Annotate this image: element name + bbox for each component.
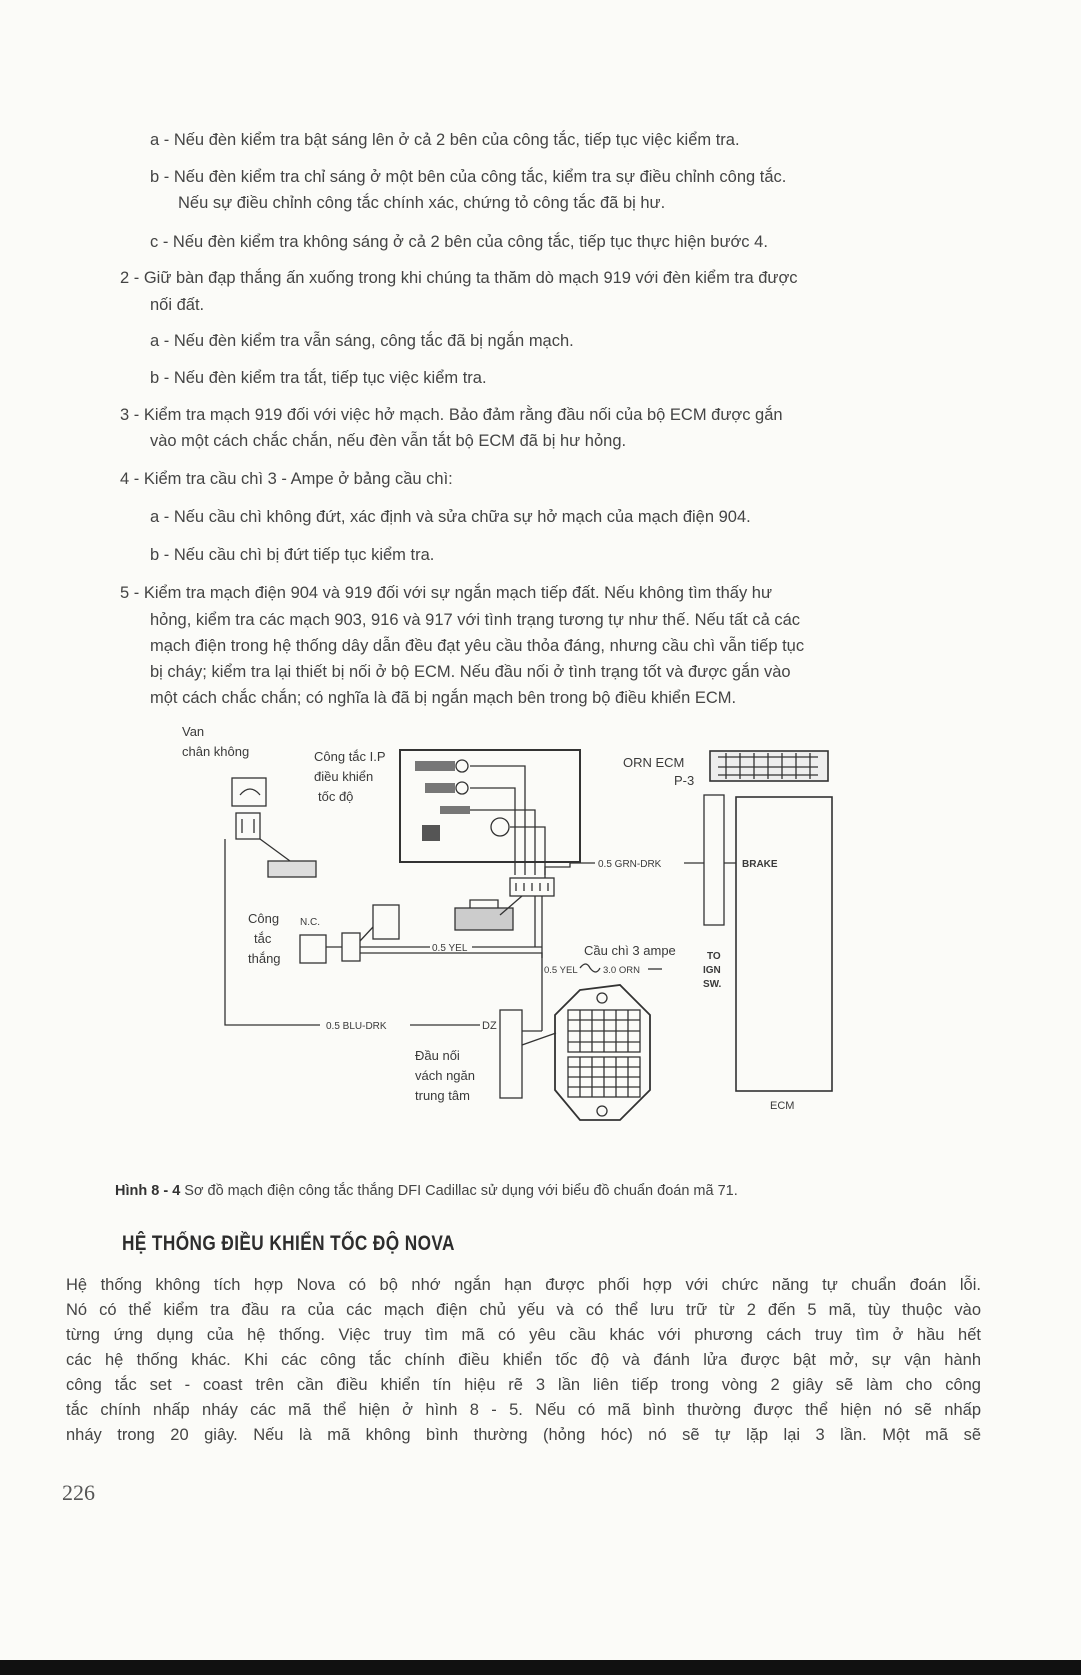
brake-switch-plug bbox=[373, 905, 399, 939]
text-line: nháy trong 20 giây. Nếu là mã không bình thường (hỏng hóc) nó sẽ tự lặp lại 3 lần. Một mã sẽ bbox=[66, 1426, 981, 1444]
figure-caption-label: Hình 8 - 4 bbox=[115, 1183, 181, 1199]
vacuum-valve-label: Van bbox=[182, 724, 205, 739]
text-line: công tắc set - coast trên cần điều khiển tín hiệu rẽ 3 lần liên tiếp trong vòng 2 giây sẽ làm cho công bbox=[66, 1376, 981, 1394]
vacuum-valve-label: chân không bbox=[182, 744, 250, 759]
ecm-label: ECM bbox=[770, 1100, 795, 1112]
yel-wire-label: 0.5 YEL bbox=[544, 965, 578, 976]
bulkhead-label: vách ngăn bbox=[415, 1068, 475, 1083]
page-number: 226 bbox=[62, 1480, 95, 1505]
figure-caption bbox=[115, 1183, 738, 1199]
text-line: từng ứng dụng của hệ thống. Việc truy tìm mã có yêu cầu khác với phương cách truy tìm ở hầu hết bbox=[66, 1326, 981, 1344]
wiring-diagram bbox=[170, 715, 990, 1165]
text-line: Nếu sự điều chỉnh công tắc chính xác, chứng tỏ công tắc đã bị hư. bbox=[178, 194, 666, 212]
vacuum-valve-body bbox=[232, 778, 266, 806]
vacuum-valve-port bbox=[240, 789, 260, 795]
bulkhead-connector bbox=[500, 1010, 522, 1098]
text-line: tắc chính nhấp nháy các mã thể hiện ở hình 8 - 5. Nếu có mã bình thường được thể hiện nó sẽ nhấp bbox=[66, 1401, 981, 1419]
text-line: Nó có thể kiểm tra đầu ra của các mạch điện chủ yếu và có thể lưu trữ từ 2 đến 5 mã, tùy thuộc vào bbox=[66, 1301, 981, 1319]
brake-label: BRAKE bbox=[742, 859, 778, 870]
orn-ecm-label: ORN ECM bbox=[623, 755, 685, 770]
figure-caption-text: Sơ đồ mạch điện công tắc thắng DFI Cadillac sử dụng với biểu đồ chuẩn đoán mã 71. bbox=[180, 1183, 738, 1199]
text-line: nối đất. bbox=[150, 296, 205, 314]
text-line: b - Nếu đèn kiểm tra tắt, tiếp tục việc kiểm tra. bbox=[150, 369, 487, 387]
brake-switch-label: tắc bbox=[254, 931, 272, 946]
text-line: Hệ thống không tích hợp Nova có bộ nhớ ngắn hạn được phối hợp với chức năng tự chuẩn đoán lỗi. bbox=[66, 1276, 981, 1294]
brake-switch bbox=[300, 935, 326, 963]
p3-label: P-3 bbox=[674, 773, 695, 788]
text-line: b - Nếu cầu chì bị đứt tiếp tục kiểm tra. bbox=[150, 546, 435, 564]
text-line: vào một cách chắc chắn, nếu đèn vẫn tắt bộ ECM đã bị hư hỏng. bbox=[150, 432, 627, 450]
dz-label: DZ bbox=[482, 1020, 497, 1032]
text-line: 4 - Kiểm tra cầu chì 3 - Ampe ở bảng cầu chì: bbox=[120, 470, 453, 488]
text-line: c - Nếu đèn kiểm tra không sáng ở cả 2 bên của công tắc, tiếp tục thực hiện bước 4. bbox=[150, 233, 768, 251]
to-ign-label: SW. bbox=[703, 979, 722, 990]
to-ign-label: IGN bbox=[703, 965, 721, 976]
text-line: một cách chắc chắn; có nghĩa là đã bị ngắn mạch bên trong bộ điều khiển ECM. bbox=[150, 689, 737, 707]
text-line: mạch điện trong hệ thống dây dẫn đều đạt yêu cầu thỏa đáng, nhưng cầu chì vẫn tiếp tục bbox=[150, 637, 805, 655]
brake-switch-connector bbox=[342, 933, 360, 961]
orn-wire-label: 3.0 ORN bbox=[603, 965, 640, 976]
text-line: bị cháy; kiểm tra lại thiết bị nối ở bộ ECM. Nếu đầu nối ở tình trạng tốt và được gắn vào bbox=[150, 663, 791, 681]
scan-edge bbox=[0, 1660, 1081, 1675]
to-ign-label: TO bbox=[707, 951, 721, 962]
text-line: 3 - Kiểm tra mạch 919 đối với việc hở mạch. Bảo đảm rằng đầu nối của bộ ECM được gắn bbox=[120, 406, 783, 424]
ip-switch-label: Công tắc I.P bbox=[314, 749, 386, 764]
ip-switch-label: tốc độ bbox=[318, 789, 354, 804]
grn-drk-wire-label: 0.5 GRN-DRK bbox=[598, 859, 662, 870]
text-line: a - Nếu đèn kiểm tra vẫn sáng, công tắc đã bị ngắn mạch. bbox=[150, 332, 574, 350]
text-line: a - Nếu cầu chì không đứt, xác định và sửa chữa sự hở mạch của mạch điện 904. bbox=[150, 508, 751, 526]
vacuum-connector-plug bbox=[268, 861, 316, 877]
fuse-label: Cầu chì 3 ampe bbox=[584, 943, 676, 958]
vacuum-valve-connector bbox=[236, 813, 260, 839]
nc-label: N.C. bbox=[300, 917, 320, 928]
text-line: a - Nếu đèn kiểm tra bật sáng lên ở cả 2 bên của công tắc, tiếp tục việc kiểm tra. bbox=[150, 131, 740, 149]
brake-switch-label: thắng bbox=[248, 951, 281, 966]
text-line: 2 - Giữ bàn đạp thắng ấn xuống trong khi chúng ta thăm dò mạch 919 với đèn kiểm tra được bbox=[120, 269, 798, 287]
yel-wire-label: 0.5 YEL bbox=[432, 943, 468, 954]
section-title: HỆ THỐNG ĐIỀU KHIỂN TỐC ĐỘ NOVA bbox=[122, 1232, 455, 1255]
ip-switch-label: điều khiển bbox=[314, 769, 374, 784]
blu-drk-wire-label: 0.5 BLU-DRK bbox=[326, 1021, 387, 1032]
fuse-symbol bbox=[580, 964, 600, 972]
brake-switch-label: Công bbox=[248, 911, 280, 926]
text-line: các hệ thống khác. Khi các công tắc chính điều khiển tốc độ và đánh lửa được bật mở, sự vận hành bbox=[66, 1351, 981, 1369]
bulkhead-label: trung tâm bbox=[415, 1088, 470, 1103]
ecm-harness-connector bbox=[704, 795, 724, 925]
text-line: b - Nếu đèn kiểm tra chỉ sáng ở một bên của công tắc, kiểm tra sự điều chỉnh công tắc. bbox=[150, 168, 787, 186]
bulkhead-label: Đầu nối bbox=[415, 1048, 460, 1063]
text-line: 5 - Kiểm tra mạch điện 904 và 919 đối với sự ngắn mạch tiếp đất. Nếu không tìm thấy hư bbox=[120, 584, 773, 602]
ecm-module bbox=[736, 797, 832, 1091]
text-line: hỏng, kiểm tra các mạch 903, 916 và 917 với tình trạng tương tự như thế. Nếu tất cả các bbox=[150, 611, 801, 629]
